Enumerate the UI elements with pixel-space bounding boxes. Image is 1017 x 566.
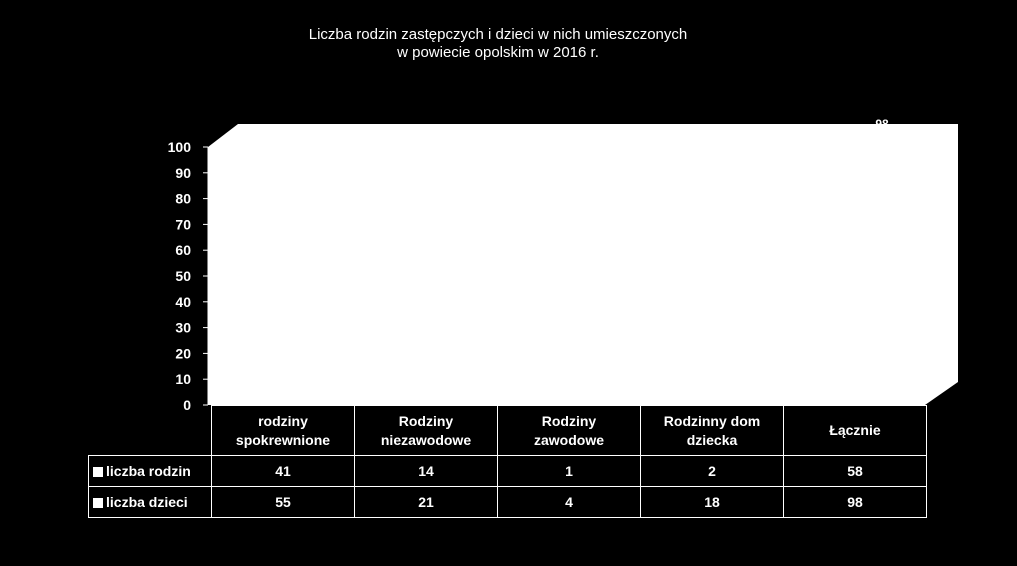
data-cell: 58 [784, 456, 927, 487]
y-tick-label: 80 [175, 190, 191, 207]
bar-liczba-dzieci [711, 359, 747, 405]
data-table-row-liczba-rodzin [89, 456, 927, 487]
chart-title: Liczba rodzin zastępczych i dzieci w nich umieszczonych [308, 26, 688, 43]
legend-liczba-dzieci: liczba dzieci [89, 487, 212, 518]
bar-liczba-rodzin [242, 299, 278, 405]
bar-liczba-dzieci [854, 152, 890, 405]
y-tick-label: 70 [175, 216, 191, 233]
y-tick-label: 50 [175, 268, 191, 284]
overflow-data-label: 98 [875, 117, 889, 131]
legend-swatch-liczba-rodzin [93, 467, 103, 477]
data-cell: 98 [784, 487, 927, 518]
y-tick-label: 40 [175, 293, 191, 310]
category-rodziny-niezawodowe: Rodziny niezawodowe [355, 406, 498, 456]
data-cell: 41 [212, 456, 355, 487]
y-tick-label: 10 [175, 371, 191, 388]
data-table-row-liczba-dzieci [89, 487, 927, 518]
y-tick-label: 90 [175, 164, 191, 181]
data-cell: 18 [641, 487, 784, 518]
bar-liczba-dzieci [282, 263, 318, 405]
bar-liczba-rodzin [814, 255, 850, 405]
y-tick-label: 60 [175, 242, 191, 259]
bar-liczba-dzieci [425, 351, 461, 405]
y-tick-label: 100 [167, 139, 191, 155]
data-cell: 21 [355, 487, 498, 518]
data-table [88, 405, 927, 518]
data-cell: 55 [212, 487, 355, 518]
y-tick-label: 0 [183, 397, 191, 413]
legend-liczba-rodzin: liczba rodzin [89, 456, 212, 487]
data-cell: 4 [498, 487, 641, 518]
category-rodziny-spokrewnione: rodziny spokrewnione [212, 406, 355, 456]
chart-subtitle: w powiecie opolskim w 2016 r. [397, 44, 599, 61]
bar-liczba-dzieci [568, 395, 604, 405]
category-lacznie: Łącznie [784, 406, 927, 456]
category-rodzinny-dom-dziecka: Rodzinny dom dziecka [641, 406, 784, 456]
y-tick-label: 20 [175, 345, 191, 362]
legend-swatch-liczba-dzieci [93, 498, 103, 508]
data-table-header-row [89, 406, 927, 456]
y-tick-label: 30 [175, 319, 191, 336]
data-cell: 14 [355, 456, 498, 487]
category-rodziny-zawodowe: Rodziny zawodowe [498, 406, 641, 456]
bar-liczba-rodzin [385, 369, 421, 405]
data-cell: 2 [641, 456, 784, 487]
data-cell: 1 [498, 456, 641, 487]
data-table-corner [89, 406, 212, 456]
y-axis-ticks [168, 139, 208, 413]
